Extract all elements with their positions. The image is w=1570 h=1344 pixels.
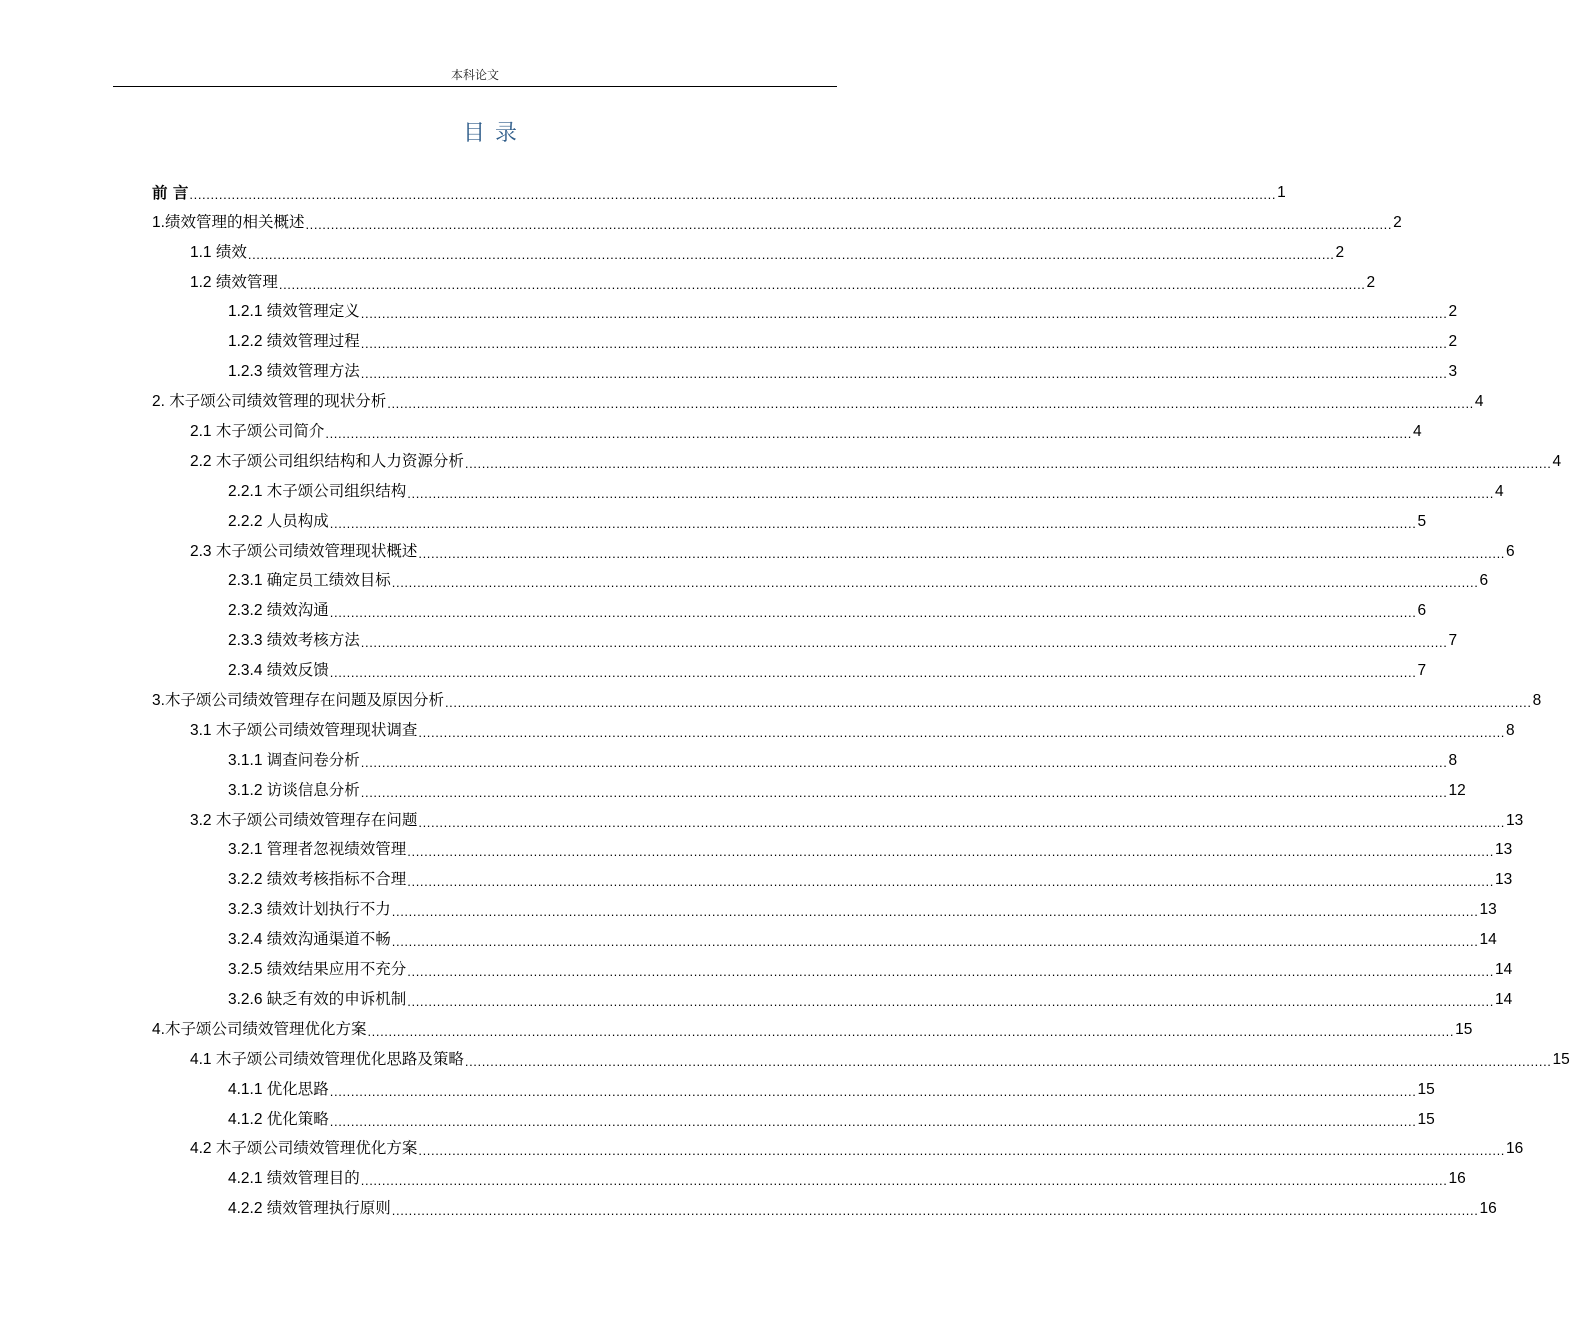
toc-entry-number: 2.1: [190, 423, 216, 441]
toc-entry-label: [190, 239, 247, 266]
toc-leader-dots: ..................................................................................................................................................................................................................................................................: [329, 665, 1417, 681]
toc-leader-dots: ..................................................................................................................................................................................................................................................................: [325, 426, 1413, 442]
toc-entry-number: 4.1: [190, 1050, 216, 1068]
toc-entry-label: [228, 358, 360, 385]
toc-entry-text: 绩效结果应用不充分: [266, 960, 407, 979]
toc-page-number: 3: [1448, 363, 1458, 381]
toc-entry-label: [190, 448, 464, 475]
toc-page-number: 16: [1479, 1200, 1497, 1218]
toc-entry-number: 2.3.4: [228, 662, 267, 680]
toc-leader-dots: ..................................................................................................................................................................................................................................................................: [391, 1203, 1479, 1219]
toc-entry-label: [228, 986, 406, 1013]
toc-entry-text: 绩效: [215, 242, 247, 261]
toc-entry-label: [228, 298, 360, 325]
toc-page-number: 16: [1448, 1170, 1466, 1188]
toc-entry-label: [152, 209, 304, 236]
toc-entry[interactable]: [152, 1162, 1466, 1192]
toc-page-number: 2: [1335, 243, 1345, 261]
toc-page-number: 6: [1417, 602, 1427, 620]
toc-entry[interactable]: [152, 1013, 1473, 1043]
toc-page-number: 1: [1277, 183, 1286, 201]
toc-leader-dots: ..................................................................................................................................................................................................................................................................: [247, 246, 1335, 262]
toc-entry-number: 2.3: [190, 542, 216, 560]
toc-leader-dots: ..................................................................................................................................................................................................................................................................: [329, 515, 1417, 531]
toc-leader-dots: ..................................................................................................................................................................................................................................................................: [407, 993, 1494, 1009]
header-text: 本科论文: [450, 68, 499, 82]
table-of-contents: [152, 176, 1570, 1222]
toc-entry-number: 2.3.2: [228, 602, 267, 620]
toc-leader-dots: ..................................................................................................................................................................................................................................................................: [464, 1053, 1552, 1069]
toc-entry[interactable]: [152, 684, 1542, 714]
toc-leader-dots: ..................................................................................................................................................................................................................................................................: [391, 934, 1479, 950]
toc-entry-label: [228, 657, 329, 684]
toc-entry[interactable]: [152, 834, 1513, 864]
toc-page-number: 13: [1494, 871, 1513, 889]
toc-page-number: 7: [1417, 662, 1427, 680]
toc-entry[interactable]: [152, 565, 1489, 595]
toc-leader-dots: ..................................................................................................................................................................................................................................................................: [418, 724, 1506, 740]
toc-leader-dots: ..................................................................................................................................................................................................................................................................: [418, 814, 1506, 830]
toc-page-number: 13: [1494, 841, 1513, 859]
toc-entry-label: [228, 597, 329, 624]
toc-entry-number: 3.2.4: [228, 931, 267, 949]
toc-entry-number: 4.: [152, 1020, 165, 1038]
toc-leader-dots: ..................................................................................................................................................................................................................................................................: [367, 1023, 1455, 1039]
toc-entry-text: 绩效管理定义: [266, 302, 360, 321]
toc-entry[interactable]: [152, 355, 1458, 385]
toc-leader-dots: ..................................................................................................................................................................................................................................................................: [407, 964, 1494, 980]
toc-entry-number: 1.2.1: [228, 303, 267, 321]
toc-entry-number: 4.2.1: [228, 1170, 267, 1188]
toc-page-number: 15: [1417, 1080, 1435, 1098]
toc-entry[interactable]: [152, 804, 1524, 834]
toc-page-number: 13: [1506, 811, 1524, 829]
toc-entry-number: 2.2: [190, 452, 216, 470]
toc-page-number: 7: [1448, 632, 1458, 650]
toc-page-number: 14: [1479, 931, 1497, 949]
toc-entry-number: 3.2.3: [228, 901, 267, 919]
toc-entry-text: 木子颂公司绩效管理现状概述: [215, 541, 418, 560]
toc-entry-number: 3.: [152, 692, 165, 710]
toc-entry-text: 前 言: [152, 182, 189, 202]
toc-page-number: 4: [1552, 452, 1562, 470]
toc-entry[interactable]: [152, 744, 1458, 774]
toc-leader-dots: ..................................................................................................................................................................................................................................................................: [407, 844, 1494, 860]
toc-entry-text: 绩效考核指标不合理: [266, 870, 407, 889]
toc-entry-text: 绩效反馈: [266, 661, 329, 680]
toc-leader-dots: ..................................................................................................................................................................................................................................................................: [391, 575, 1479, 591]
toc-entry[interactable]: [152, 535, 1515, 565]
toc-entry-text: 优化思路: [266, 1079, 329, 1098]
toc-leader-dots: ..................................................................................................................................................................................................................................................................: [329, 1083, 1417, 1099]
toc-entry[interactable]: [152, 206, 1402, 236]
toc-entry-number: 2.2.1: [228, 482, 267, 500]
toc-entry-text: 木子颂公司绩效管理优化思路及策略: [215, 1049, 464, 1068]
toc-entry-text: 绩效管理目的: [266, 1169, 360, 1188]
toc-entry-label: [228, 866, 406, 893]
toc-page-number: 13: [1479, 901, 1497, 919]
toc-entry-number: 3.2.6: [228, 990, 267, 1008]
toc-entry[interactable]: [152, 505, 1427, 535]
toc-leader-dots: ..................................................................................................................................................................................................................................................................: [360, 306, 1448, 322]
toc-entry-label: [152, 687, 444, 714]
toc-entry-text: 木子颂公司组织结构和人力资源分析: [215, 451, 464, 470]
toc-entry-number: 4.1.2: [228, 1110, 267, 1128]
toc-leader-dots: ..................................................................................................................................................................................................................................................................: [407, 485, 1494, 501]
toc-leader-dots: ..................................................................................................................................................................................................................................................................: [360, 754, 1448, 770]
toc-page-number: 4: [1494, 482, 1504, 500]
toc-leader-dots: ..................................................................................................................................................................................................................................................................: [360, 784, 1448, 800]
toc-entry-text: 绩效沟通: [266, 601, 329, 620]
toc-entry-text: 木子颂公司绩效管理存在问题: [215, 810, 418, 829]
toc-entry-label: [228, 328, 360, 355]
toc-entry-text: 调查问卷分析: [266, 750, 360, 769]
toc-entry[interactable]: [152, 983, 1513, 1013]
toc-entry-text: 绩效管理执行原则: [266, 1199, 391, 1218]
toc-entry[interactable]: [152, 714, 1515, 744]
toc-leader-dots: ..................................................................................................................................................................................................................................................................: [329, 1113, 1417, 1129]
toc-title: 目录: [462, 121, 527, 146]
toc-entry-label: [228, 627, 360, 654]
toc-leader-dots: ..................................................................................................................................................................................................................................................................: [360, 635, 1448, 651]
toc-entry[interactable]: [152, 863, 1513, 893]
toc-page-number: 2: [1448, 333, 1458, 351]
toc-entry-number: 1.2.3: [228, 363, 267, 381]
toc-entry[interactable]: [152, 415, 1422, 445]
toc-entry-label: [228, 1165, 360, 1192]
toc-entry[interactable]: [152, 893, 1497, 923]
toc-entry-label: [190, 1135, 417, 1162]
toc-page-number: 2: [1366, 273, 1376, 291]
toc-entry[interactable]: [152, 475, 1504, 505]
toc-entry-number: 1.1: [190, 243, 216, 261]
toc-page-number: 15: [1455, 1020, 1473, 1038]
toc-entry[interactable]: [152, 1043, 1570, 1073]
toc-entry-label: [152, 1016, 366, 1043]
toc-entry-label: [228, 567, 391, 594]
toc-page-number: 2: [1393, 213, 1402, 231]
toc-entry-number: 3.1: [190, 721, 216, 739]
toc-entry-label: [152, 388, 386, 415]
toc-page-number: 15: [1417, 1110, 1435, 1128]
toc-entry-label: [152, 180, 188, 206]
toc-entry-number: 3.2: [190, 811, 216, 829]
toc-entry-text: 访谈信息分析: [266, 780, 360, 799]
page-header: [113, 66, 837, 87]
toc-entry-text: 缺乏有效的申诉机制: [266, 989, 407, 1008]
toc-entry-text: 优化策略: [266, 1109, 329, 1128]
toc-page-number: 2: [1448, 303, 1458, 321]
toc-entry-number: 3.2.2: [228, 871, 267, 889]
toc-leader-dots: ..................................................................................................................................................................................................................................................................: [418, 545, 1506, 561]
toc-entry-label: [228, 1076, 329, 1103]
toc-leader-dots: ..................................................................................................................................................................................................................................................................: [189, 186, 1277, 202]
toc-entry-number: 4.2: [190, 1140, 216, 1158]
toc-entry-label: [228, 508, 329, 535]
toc-page-number: 5: [1417, 512, 1427, 530]
toc-entry-text: 绩效计划执行不力: [266, 900, 391, 919]
toc-leader-dots: ..................................................................................................................................................................................................................................................................: [464, 455, 1552, 471]
toc-leader-dots: ..................................................................................................................................................................................................................................................................: [329, 605, 1417, 621]
toc-entry[interactable]: [152, 953, 1513, 983]
toc-entry[interactable]: [152, 624, 1458, 654]
toc-leader-dots: ..................................................................................................................................................................................................................................................................: [360, 366, 1448, 382]
toc-page-number: 14: [1494, 961, 1513, 979]
toc-entry-number: 1.: [152, 213, 165, 231]
toc-entry-number: 2.3.1: [228, 572, 267, 590]
toc-leader-dots: ..................................................................................................................................................................................................................................................................: [387, 396, 1474, 412]
toc-entry-text: 木子颂公司绩效管理现状调查: [215, 720, 418, 739]
toc-entry-label: [228, 1106, 329, 1133]
toc-entry[interactable]: [152, 296, 1458, 326]
toc-entry[interactable]: [152, 594, 1427, 624]
toc-page-number: 6: [1506, 542, 1515, 560]
toc-entry-text: 绩效考核方法: [266, 631, 360, 650]
toc-entry-text: 绩效管理过程: [266, 332, 360, 351]
toc-entry-number: 2.2.2: [228, 512, 267, 530]
toc-entry-text: 木子颂公司绩效管理存在问题及原因分析: [164, 691, 444, 710]
toc-entry-label: [228, 777, 360, 804]
toc-entry-number: 1.2.2: [228, 333, 267, 351]
toc-entry-label: [190, 538, 417, 565]
toc-leader-dots: ..................................................................................................................................................................................................................................................................: [444, 695, 1532, 711]
toc-leader-dots: ..................................................................................................................................................................................................................................................................: [278, 276, 1366, 292]
toc-entry-text: 管理者忽视绩效管理: [266, 840, 407, 859]
toc-page-number: 4: [1413, 423, 1422, 441]
toc-entry-text: 绩效沟通渠道不畅: [266, 930, 391, 949]
toc-entry[interactable]: [152, 654, 1427, 684]
toc-entry-label: [228, 956, 406, 983]
toc-leader-dots: ..................................................................................................................................................................................................................................................................: [407, 874, 1494, 890]
toc-entry-label: [190, 717, 417, 744]
toc-entry-number: 4.1.1: [228, 1080, 267, 1098]
toc-entry-text: 木子颂公司绩效管理优化方案: [215, 1139, 418, 1158]
toc-entry-text: 绩效管理方法: [266, 362, 360, 381]
toc-entry[interactable]: [152, 1133, 1524, 1163]
toc-entry-text: 木子颂公司绩效管理优化方案: [164, 1019, 367, 1038]
toc-leader-dots: ..................................................................................................................................................................................................................................................................: [305, 216, 1393, 232]
toc-entry-text: 木子颂公司组织结构: [266, 481, 407, 500]
toc-entry-label: [190, 418, 324, 445]
toc-entry[interactable]: [152, 1073, 1435, 1103]
toc-entry-number: 3.2.5: [228, 961, 267, 979]
toc-page-number: 14: [1494, 990, 1513, 1008]
toc-entry-text: 木子颂公司简介: [215, 422, 325, 441]
toc-leader-dots: ..................................................................................................................................................................................................................................................................: [418, 1143, 1506, 1159]
toc-page-number: 6: [1479, 572, 1489, 590]
toc-entry-number: 2.3.3: [228, 632, 267, 650]
toc-entry-text: 人员构成: [266, 511, 329, 530]
toc-entry-number: 4.2.2: [228, 1200, 267, 1218]
toc-entry-text: 绩效管理的相关概述: [164, 212, 305, 231]
toc-entry[interactable]: [152, 176, 1286, 206]
toc-leader-dots: ..................................................................................................................................................................................................................................................................: [391, 904, 1479, 920]
toc-entry-text: 绩效管理: [215, 272, 278, 291]
toc-entry-label: [190, 269, 278, 296]
toc-entry[interactable]: [152, 266, 1376, 296]
toc-leader-dots: ..................................................................................................................................................................................................................................................................: [360, 336, 1448, 352]
toc-page-number: 8: [1448, 751, 1458, 769]
toc-entry[interactable]: [152, 1192, 1497, 1222]
toc-entry-number: 1.2: [190, 273, 216, 291]
toc-entry-number: 3.1.2: [228, 781, 267, 799]
toc-entry-label: [228, 478, 406, 505]
toc-entry-number: 3.2.1: [228, 841, 267, 859]
toc-page-number: 8: [1506, 721, 1515, 739]
toc-entry-label: [228, 836, 406, 863]
toc-entry[interactable]: [152, 445, 1562, 475]
toc-entry[interactable]: [152, 1103, 1435, 1133]
toc-entry-label: [190, 807, 417, 834]
toc-entry-label: [228, 747, 360, 774]
toc-entry-text: 确定员工绩效目标: [266, 571, 391, 590]
toc-page-number: 8: [1532, 692, 1542, 710]
toc-entry-number: 2.: [152, 393, 170, 411]
toc-entry-number: 3.1.1: [228, 751, 267, 769]
toc-page-number: 12: [1448, 781, 1466, 799]
toc-page-number: 16: [1506, 1140, 1524, 1158]
toc-entry[interactable]: [152, 774, 1466, 804]
toc-entry[interactable]: [152, 325, 1458, 355]
toc-entry-label: [228, 896, 391, 923]
toc-entry-label: [228, 1195, 391, 1222]
toc-entry[interactable]: [152, 236, 1345, 266]
toc-page-number: 15: [1552, 1050, 1570, 1068]
toc-entry[interactable]: [152, 385, 1484, 415]
toc-page-number: 4: [1474, 393, 1484, 411]
toc-entry-text: 木子颂公司绩效管理的现状分析: [169, 392, 387, 411]
toc-leader-dots: ..................................................................................................................................................................................................................................................................: [360, 1173, 1448, 1189]
toc-entry[interactable]: [152, 923, 1497, 953]
toc-entry-label: [228, 926, 391, 953]
toc-entry-label: [190, 1046, 464, 1073]
